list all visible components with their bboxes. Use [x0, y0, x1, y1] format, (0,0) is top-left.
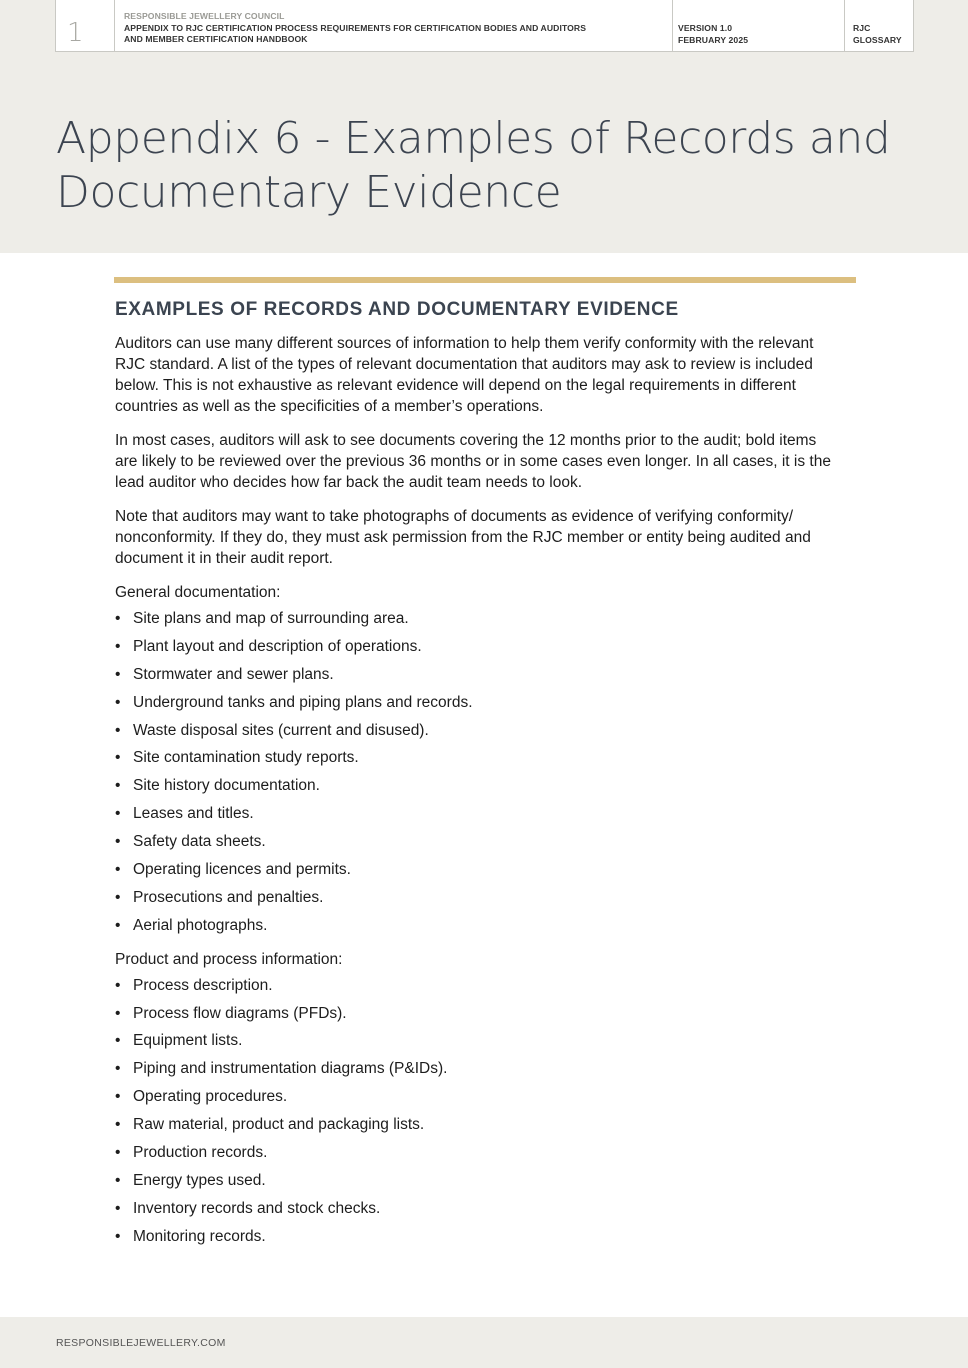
paragraph-line: Note that auditors may want to take photographs of documents as evidence of verifying conformity/	[115, 508, 794, 525]
section-label-1: RJC	[853, 23, 871, 33]
document-title-line-2: AND MEMBER CERTIFICATION HANDBOOK	[124, 34, 308, 44]
main-content	[115, 297, 860, 1260]
list-item: • Prosecutions and penalties.	[115, 887, 860, 915]
list-item: • Aerial photographs.	[115, 915, 860, 943]
website-url: RESPONSIBLEJEWELLERY.COM	[56, 1337, 226, 1349]
organization-name: RESPONSIBLE JEWELLERY COUNCIL	[124, 11, 285, 21]
list-item: • Plant layout and description of operations.	[115, 636, 860, 664]
page-number-cell	[56, 0, 115, 51]
page-title-line-1: Appendix 6 - Examples of Records and	[56, 113, 891, 164]
section-label-2: GLOSSARY	[853, 34, 902, 45]
general-documentation-list	[115, 608, 860, 943]
paragraph-line: nonconformity. If they do, they must ask permission from the RJC member or entity being audited and	[115, 529, 811, 546]
version-cell	[673, 0, 845, 51]
page-title	[56, 112, 936, 220]
product-process-list	[115, 975, 860, 1254]
list-item: • Operating licences and permits.	[115, 859, 860, 887]
paragraph-line: below. This is not exhaustive as relevant evidence will depend on the legal requirements in different	[115, 377, 796, 394]
list-item: • Piping and instrumentation diagrams (P&IDs).	[115, 1058, 860, 1086]
list-item: • Waste disposal sites (current and disused).	[115, 720, 860, 748]
page-header	[55, 0, 914, 52]
intro-paragraph	[115, 333, 860, 417]
version-label: VERSION 1.0	[678, 23, 733, 33]
paragraph-line: are likely to be reviewed over the previous 36 months or in some cases even longer. In all cases, it is the	[115, 453, 831, 470]
list-item: • Raw material, product and packaging lists.	[115, 1114, 860, 1142]
paragraph-line: document it in their audit report.	[115, 550, 333, 567]
list-item: • Stormwater and sewer plans.	[115, 664, 860, 692]
page-number: 1	[67, 18, 84, 48]
paragraph-line: In most cases, auditors will ask to see documents covering the 12 months prior to the audit; bold items	[115, 432, 817, 449]
list-item: • Underground tanks and piping plans and records.	[115, 692, 860, 720]
list-item: • Operating procedures.	[115, 1086, 860, 1114]
list-item: • Equipment lists.	[115, 1030, 860, 1058]
document-title-line-1: APPENDIX TO RJC CERTIFICATION PROCESS REQUIREMENTS FOR CERTIFICATION BODIES AND AUDITORS	[124, 22, 587, 33]
list-item: • Process description.	[115, 975, 860, 1003]
paragraph-line: countries as well as the specificities of a member’s operations.	[115, 398, 544, 415]
timeframe-paragraph	[115, 430, 860, 493]
list-item: • Site history documentation.	[115, 775, 860, 803]
version-date: FEBRUARY 2025	[678, 34, 749, 45]
list-item: • Site contamination study reports.	[115, 747, 860, 775]
list-item: • Inventory records and stock checks.	[115, 1198, 860, 1226]
list-item: • Site plans and map of surrounding area.	[115, 608, 860, 636]
list-item: • Production records.	[115, 1142, 860, 1170]
list-item: • Safety data sheets.	[115, 831, 860, 859]
general-documentation-intro: General documentation:	[115, 584, 281, 601]
list-item: • Energy types used.	[115, 1170, 860, 1198]
section-divider	[114, 277, 856, 283]
photographs-paragraph	[115, 506, 860, 569]
paragraph-line: Auditors can use many different sources of information to help them verify conformity with the relevant	[115, 335, 814, 352]
section-cell	[845, 0, 914, 51]
section-heading: EXAMPLES OF RECORDS AND DOCUMENTARY EVIDENCE	[115, 299, 679, 320]
list-item: • Monitoring records.	[115, 1226, 860, 1254]
page-title-line-2: Documentary Evidence	[56, 167, 562, 218]
paragraph-line: RJC standard. A list of the types of relevant documentation that auditors may ask to review is included	[115, 356, 813, 373]
list-item: • Leases and titles.	[115, 803, 860, 831]
document-title-cell	[115, 0, 673, 51]
page-footer	[0, 1317, 968, 1368]
paragraph-line: lead auditor who decides how far back the audit team needs to look.	[115, 474, 583, 491]
list-item: • Process flow diagrams (PFDs).	[115, 1003, 860, 1031]
product-process-intro: Product and process information:	[115, 950, 343, 968]
